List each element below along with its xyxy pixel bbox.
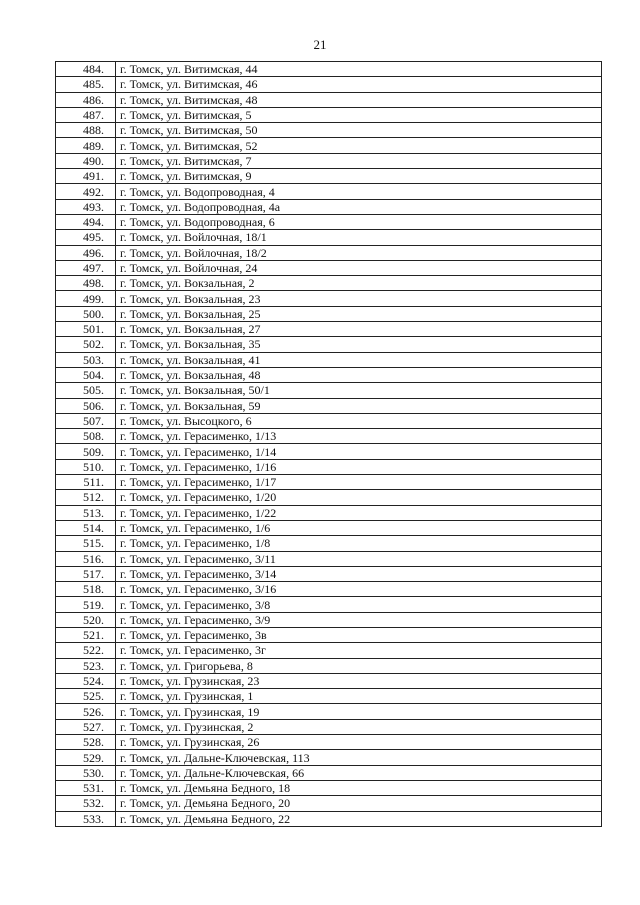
table-row xyxy=(56,352,602,367)
row-address: г. Томск, ул. Вокзальная, 25 xyxy=(116,306,602,321)
row-address: г. Томск, ул. Грузинская, 1 xyxy=(116,689,602,704)
row-address: г. Томск, ул. Герасименко, 3/11 xyxy=(116,551,602,566)
table-row xyxy=(56,765,602,780)
row-number: 533. xyxy=(56,811,116,826)
row-number: 522. xyxy=(56,643,116,658)
row-address: г. Томск, ул. Витимская, 9 xyxy=(116,169,602,184)
row-number: 518. xyxy=(56,582,116,597)
table-row xyxy=(56,429,602,444)
row-address: г. Томск, ул. Водопроводная, 4а xyxy=(116,199,602,214)
table-row xyxy=(56,582,602,597)
table-row xyxy=(56,551,602,566)
row-number: 503. xyxy=(56,352,116,367)
row-address: г. Томск, ул. Вокзальная, 27 xyxy=(116,322,602,337)
row-number: 487. xyxy=(56,107,116,122)
row-address: г. Томск, ул. Герасименко, 1/14 xyxy=(116,444,602,459)
row-address: г. Томск, ул. Герасименко, 1/13 xyxy=(116,429,602,444)
row-number: 524. xyxy=(56,673,116,688)
table-row xyxy=(56,138,602,153)
table-row xyxy=(56,169,602,184)
table-row xyxy=(56,184,602,199)
table-row xyxy=(56,306,602,321)
row-address: г. Томск, ул. Демьяна Бедного, 18 xyxy=(116,780,602,795)
row-number: 492. xyxy=(56,184,116,199)
table-row xyxy=(56,597,602,612)
row-address: г. Томск, ул. Вокзальная, 59 xyxy=(116,398,602,413)
row-address: г. Томск, ул. Герасименко, 3/9 xyxy=(116,612,602,627)
row-address: г. Томск, ул. Герасименко, 1/22 xyxy=(116,505,602,520)
row-number: 528. xyxy=(56,735,116,750)
row-address: г. Томск, ул. Грузинская, 2 xyxy=(116,719,602,734)
row-address: г. Томск, ул. Витимская, 7 xyxy=(116,153,602,168)
table-row xyxy=(56,811,602,826)
row-address: г. Томск, ул. Грузинская, 19 xyxy=(116,704,602,719)
row-number: 486. xyxy=(56,92,116,107)
row-number: 493. xyxy=(56,199,116,214)
row-address: г. Томск, ул. Дальне-Ключевская, 113 xyxy=(116,750,602,765)
row-number: 498. xyxy=(56,276,116,291)
table-row xyxy=(56,566,602,581)
table-row xyxy=(56,689,602,704)
table-row xyxy=(56,413,602,428)
row-address: г. Томск, ул. Герасименко, 3г xyxy=(116,643,602,658)
row-address: г. Томск, ул. Вокзальная, 35 xyxy=(116,337,602,352)
table-row xyxy=(56,123,602,138)
row-number: 507. xyxy=(56,413,116,428)
row-number: 523. xyxy=(56,658,116,673)
row-address: г. Томск, ул. Герасименко, 3/8 xyxy=(116,597,602,612)
row-address: г. Томск, ул. Витимская, 46 xyxy=(116,77,602,92)
row-address: г. Томск, ул. Водопроводная, 6 xyxy=(116,214,602,229)
row-number: 512. xyxy=(56,490,116,505)
table-row xyxy=(56,107,602,122)
row-address: г. Томск, ул. Войлочная, 18/2 xyxy=(116,245,602,260)
row-number: 495. xyxy=(56,230,116,245)
row-address: г. Томск, ул. Витимская, 50 xyxy=(116,123,602,138)
table-row xyxy=(56,214,602,229)
row-address: г. Томск, ул. Витимская, 44 xyxy=(116,62,602,77)
row-number: 496. xyxy=(56,245,116,260)
table-row xyxy=(56,77,602,92)
row-number: 499. xyxy=(56,291,116,306)
row-number: 511. xyxy=(56,475,116,490)
row-number: 502. xyxy=(56,337,116,352)
row-address: г. Томск, ул. Витимская, 48 xyxy=(116,92,602,107)
table-row xyxy=(56,719,602,734)
row-address: г. Томск, ул. Вокзальная, 48 xyxy=(116,367,602,382)
row-number: 520. xyxy=(56,612,116,627)
table-row xyxy=(56,627,602,642)
row-number: 513. xyxy=(56,505,116,520)
row-number: 530. xyxy=(56,765,116,780)
row-number: 526. xyxy=(56,704,116,719)
table-row xyxy=(56,750,602,765)
table-row xyxy=(56,260,602,275)
table-row xyxy=(56,520,602,535)
row-number: 506. xyxy=(56,398,116,413)
table-row xyxy=(56,322,602,337)
row-address: г. Томск, ул. Герасименко, 1/16 xyxy=(116,459,602,474)
row-number: 484. xyxy=(56,62,116,77)
table-row xyxy=(56,612,602,627)
table-row xyxy=(56,398,602,413)
row-number: 509. xyxy=(56,444,116,459)
row-number: 489. xyxy=(56,138,116,153)
table-row xyxy=(56,153,602,168)
table-row xyxy=(56,505,602,520)
row-number: 504. xyxy=(56,367,116,382)
row-address: г. Томск, ул. Вокзальная, 2 xyxy=(116,276,602,291)
row-address: г. Томск, ул. Витимская, 5 xyxy=(116,107,602,122)
table-row xyxy=(56,490,602,505)
table-row xyxy=(56,276,602,291)
row-number: 500. xyxy=(56,306,116,321)
row-address: г. Томск, ул. Высоцкого, 6 xyxy=(116,413,602,428)
row-number: 527. xyxy=(56,719,116,734)
row-address: г. Томск, ул. Вокзальная, 50/1 xyxy=(116,383,602,398)
row-address: г. Томск, ул. Герасименко, 3/16 xyxy=(116,582,602,597)
row-address: г. Томск, ул. Грузинская, 23 xyxy=(116,673,602,688)
table-row xyxy=(56,291,602,306)
row-number: 494. xyxy=(56,214,116,229)
row-address: г. Томск, ул. Григорьева, 8 xyxy=(116,658,602,673)
row-number: 510. xyxy=(56,459,116,474)
table-row xyxy=(56,643,602,658)
row-address: г. Томск, ул. Дальне-Ключевская, 66 xyxy=(116,765,602,780)
row-address: г. Томск, ул. Войлочная, 18/1 xyxy=(116,230,602,245)
table-row xyxy=(56,367,602,382)
table-row xyxy=(56,245,602,260)
table-row xyxy=(56,475,602,490)
table-row xyxy=(56,337,602,352)
row-address: г. Томск, ул. Грузинская, 26 xyxy=(116,735,602,750)
row-address: г. Томск, ул. Витимская, 52 xyxy=(116,138,602,153)
row-number: 516. xyxy=(56,551,116,566)
row-number: 531. xyxy=(56,780,116,795)
table-row xyxy=(56,383,602,398)
table-row xyxy=(56,92,602,107)
row-number: 485. xyxy=(56,77,116,92)
row-number: 514. xyxy=(56,520,116,535)
row-address: г. Томск, ул. Герасименко, 1/6 xyxy=(116,520,602,535)
row-address: г. Томск, ул. Демьяна Бедного, 20 xyxy=(116,796,602,811)
row-number: 515. xyxy=(56,536,116,551)
row-address: г. Томск, ул. Герасименко, 3/14 xyxy=(116,566,602,581)
row-address: г. Томск, ул. Герасименко, 1/20 xyxy=(116,490,602,505)
row-number: 488. xyxy=(56,123,116,138)
row-number: 501. xyxy=(56,322,116,337)
row-number: 517. xyxy=(56,566,116,581)
address-table xyxy=(55,61,602,827)
table-row xyxy=(56,780,602,795)
row-number: 497. xyxy=(56,260,116,275)
table-row xyxy=(56,796,602,811)
row-address: г. Томск, ул. Войлочная, 24 xyxy=(116,260,602,275)
table-row xyxy=(56,199,602,214)
table-row xyxy=(56,536,602,551)
row-address: г. Томск, ул. Водопроводная, 4 xyxy=(116,184,602,199)
row-number: 491. xyxy=(56,169,116,184)
page-number: 21 xyxy=(313,37,327,52)
table-row xyxy=(56,459,602,474)
table-row xyxy=(56,735,602,750)
table-row xyxy=(56,230,602,245)
row-number: 505. xyxy=(56,383,116,398)
row-number: 529. xyxy=(56,750,116,765)
address-table-body xyxy=(56,62,602,827)
row-number: 532. xyxy=(56,796,116,811)
row-number: 521. xyxy=(56,627,116,642)
table-row xyxy=(56,444,602,459)
row-address: г. Томск, ул. Демьяна Бедного, 22 xyxy=(116,811,602,826)
row-address: г. Томск, ул. Вокзальная, 23 xyxy=(116,291,602,306)
row-number: 508. xyxy=(56,429,116,444)
row-number: 519. xyxy=(56,597,116,612)
row-address: г. Томск, ул. Герасименко, 3в xyxy=(116,627,602,642)
table-row xyxy=(56,62,602,77)
row-number: 525. xyxy=(56,689,116,704)
row-address: г. Томск, ул. Вокзальная, 41 xyxy=(116,352,602,367)
table-row xyxy=(56,658,602,673)
row-number: 490. xyxy=(56,153,116,168)
row-address: г. Томск, ул. Герасименко, 1/8 xyxy=(116,536,602,551)
table-row xyxy=(56,704,602,719)
row-address: г. Томск, ул. Герасименко, 1/17 xyxy=(116,475,602,490)
table-row xyxy=(56,673,602,688)
